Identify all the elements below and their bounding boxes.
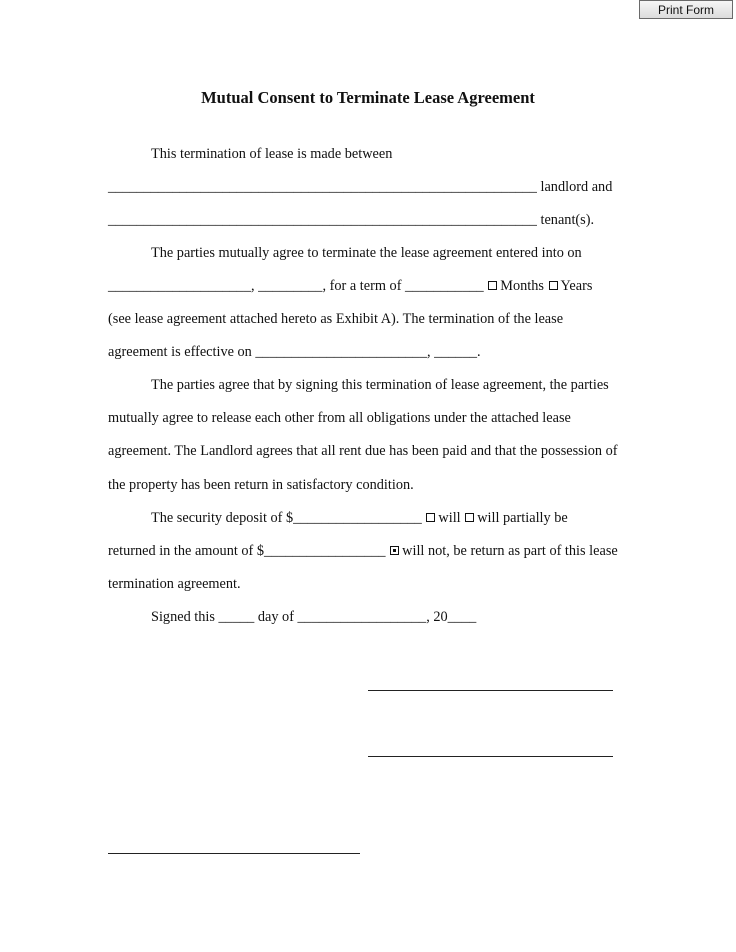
deposit-line-3: termination agreement. [108, 576, 241, 592]
intro-line: This termination of lease is made between [151, 146, 393, 162]
will-not-label: will not, be return as part of this lease [402, 543, 618, 559]
signature-line-3[interactable] [108, 853, 360, 854]
returned-amount-text: returned in the amount of $_________________ [108, 543, 386, 559]
years-checkbox[interactable] [549, 281, 558, 290]
release-line-1: The parties agree that by signing this termination of lease agreement, the parties [151, 377, 609, 393]
deposit-line-2 [108, 543, 618, 560]
tenant-line: ____________________________________________________________ tenant(s). [108, 212, 595, 228]
print-form-button[interactable]: Print Form [639, 0, 733, 19]
release-line-4: the property has been return in satisfactory condition. [108, 477, 414, 493]
effective-date-line: agreement is effective on ________________________, ______. [108, 344, 481, 360]
agree-terminate-line: The parties mutually agree to terminate the lease agreement entered into on [151, 245, 582, 261]
will-label: will [438, 510, 461, 526]
landlord-line: ____________________________________________________________ landlord and [108, 179, 613, 195]
term-date-text: ____________________, _________, for a term of ___________ [108, 278, 484, 294]
will-partially-checkbox[interactable] [465, 513, 474, 522]
release-line-2: mutually agree to release each other from all obligations under the attached lease [108, 410, 571, 426]
document-title: Mutual Consent to Terminate Lease Agreement [201, 88, 535, 107]
months-label: Months [500, 278, 544, 294]
signature-line-1[interactable] [368, 690, 613, 691]
deposit-line-1 [151, 510, 568, 527]
exhibit-line: (see lease agreement attached hereto as Exhibit A). The termination of the lease [108, 311, 564, 327]
release-line-3: agreement. The Landlord agrees that all rent due has been paid and that the possession of [108, 443, 618, 459]
term-line [108, 278, 592, 295]
years-label: Years [560, 278, 593, 294]
will-not-checkbox[interactable] [390, 546, 399, 555]
months-checkbox[interactable] [488, 281, 497, 290]
deposit-amount-text: The security deposit of $__________________ [151, 510, 422, 526]
will-partially-label: will partially be [477, 510, 568, 526]
signed-date-line: Signed this _____ day of __________________, 20____ [151, 609, 477, 625]
will-checkbox[interactable] [426, 513, 435, 522]
signature-line-2[interactable] [368, 756, 613, 757]
